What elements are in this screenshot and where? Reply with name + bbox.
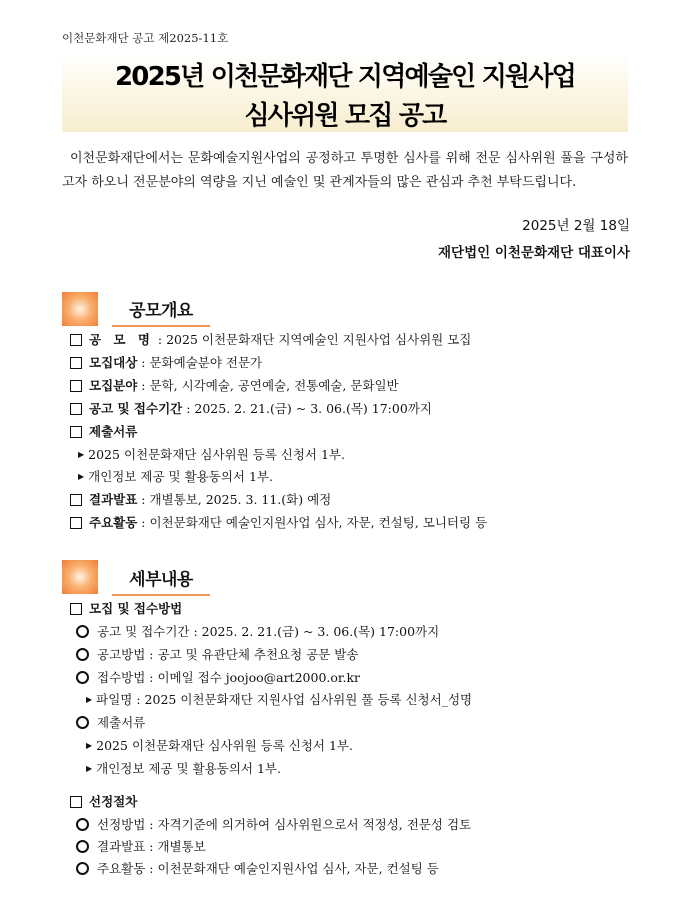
document-item: ▶ 2025 이천문화재단 심사위원 등록 신청서 1부. [86, 738, 353, 753]
item-label: 주요활동 [89, 515, 138, 530]
item-value: 이천문화재단 예술인지원사업 심사, 자문, 컨설팅, 모니터링 등 [149, 515, 488, 530]
item-label: 공고 및 접수기간 [89, 401, 183, 416]
checkbox-square-icon [70, 334, 82, 346]
recruit-heading: 모집 및 접수방법 [70, 600, 182, 618]
item-label: 모집분야 [89, 378, 138, 393]
document-item: ▶ 개인정보 제공 및 활용동의서 1부. [86, 761, 281, 776]
recruit-item: 공고 및 접수기간 : 2025. 2. 21.(금) ~ 3. 06.(목) 17:00까지 [76, 623, 439, 641]
checkbox-square-icon [70, 603, 82, 615]
file-name-item: ▶ 파일명 : 2025 이천문화재단 지원사업 심사위원 풀 등록 신청서_성명 [86, 692, 473, 707]
section-marker-icon [62, 292, 98, 326]
selection-item: 주요활동 : 이천문화재단 예술인지원사업 심사, 자문, 컨설팅 등 [76, 860, 439, 878]
recruit-item: 공고방법 : 공고 및 유관단체 추천요청 공문 발송 [76, 646, 358, 664]
item-value: 개별통보, 2025. 3. 11.(화) 예정 [149, 492, 332, 507]
circle-bullet-icon [76, 840, 89, 853]
overview-item: 모집분야 : 문학, 시각예술, 공연예술, 전통예술, 문화일반 [70, 377, 399, 395]
overview-item [70, 423, 137, 441]
circle-bullet-icon [76, 716, 89, 729]
item-label: 제출서류 [89, 424, 138, 439]
selection-item: 선정방법 : 자격기준에 의거하여 심사위원으로서 적정성, 전문성 검토 [76, 816, 471, 834]
checkbox-square-icon [70, 403, 82, 415]
triangle-bullet-icon: ▶ [86, 763, 93, 773]
checkbox-square-icon [70, 380, 82, 392]
triangle-bullet-icon: ▶ [78, 471, 85, 481]
section-title-details: 세부내용 [112, 565, 210, 596]
triangle-bullet-icon: ▶ [86, 694, 93, 704]
item-label: 결과발표 [89, 492, 138, 507]
overview-item: 결과발표 : 개별통보, 2025. 3. 11.(화) 예정 [70, 491, 331, 509]
checkbox-square-icon [70, 357, 82, 369]
item-value: 문학, 시각예술, 공연예술, 전통예술, 문화일반 [149, 378, 399, 393]
checkbox-square-icon [70, 796, 82, 808]
section-marker-icon [62, 560, 98, 594]
page-title-line2: 심사위원 모집 공고 [244, 101, 446, 131]
circle-bullet-icon [76, 648, 89, 661]
document-item: ▶ 개인정보 제공 및 활용동의서 1부. [78, 469, 273, 484]
circle-bullet-icon [76, 862, 89, 875]
circle-bullet-icon [76, 625, 89, 638]
signer: 재단법인 이천문화재단 대표이사 [438, 245, 630, 261]
recruit-item: 접수방법 : 이메일 접수 joojoo@art2000.or.kr [76, 669, 360, 687]
circle-bullet-icon [76, 671, 89, 684]
checkbox-square-icon [70, 426, 82, 438]
overview-item: 주요활동 : 이천문화재단 예술인지원사업 심사, 자문, 컨설팅, 모니터링 등 [70, 514, 487, 532]
item-value: 2025. 2. 21.(금) ~ 3. 06.(목) 17:00까지 [194, 401, 432, 416]
page-title-line1: 2025년 이천문화재단 지역예술인 지원사업 [115, 62, 575, 92]
announcement-date: 2025년 2월 18일 [522, 218, 630, 234]
overview-item: 모집대상 : 문화예술분야 전문가 [70, 354, 262, 372]
triangle-bullet-icon: ▶ [86, 740, 93, 750]
section-title-overview: 공모개요 [112, 296, 210, 327]
item-value: 2025 이천문화재단 지역예술인 지원사업 심사위원 모집 [166, 332, 472, 347]
selection-heading: 선정절차 [70, 793, 137, 811]
notice-number: 이천문화재단 공고 제2025-11호 [62, 31, 229, 45]
circle-bullet-icon [76, 818, 89, 831]
item-value: 문화예술분야 전문가 [149, 355, 263, 370]
overview-item: 공고 및 접수기간 : 2025. 2. 21.(금) ~ 3. 06.(목) 17:00까지 [70, 400, 432, 418]
selection-item: 결과발표 : 개별통보 [76, 838, 206, 856]
overview-item: 공 모 명 : 2025 이천문화재단 지역예술인 지원사업 심사위원 모집 [70, 331, 471, 349]
item-label: 공 모 명 [89, 332, 154, 347]
recruit-item: 제출서류 [76, 714, 145, 732]
triangle-bullet-icon: ▶ [78, 449, 85, 459]
item-label: 모집대상 [89, 355, 138, 370]
checkbox-square-icon [70, 494, 82, 506]
intro-paragraph: 이천문화재단에서는 문화예술지원사업의 공정하고 투명한 심사를 위해 전문 심사위원 풀을 구성하고자 하오니 전문분야의 역량을 지닌 예술인 및 관계자들의 많은 관심과 추천 부탁드립니다. [62, 151, 628, 190]
document-item: ▶ 2025 이천문화재단 심사위원 등록 신청서 1부. [78, 447, 345, 462]
checkbox-square-icon [70, 517, 82, 529]
